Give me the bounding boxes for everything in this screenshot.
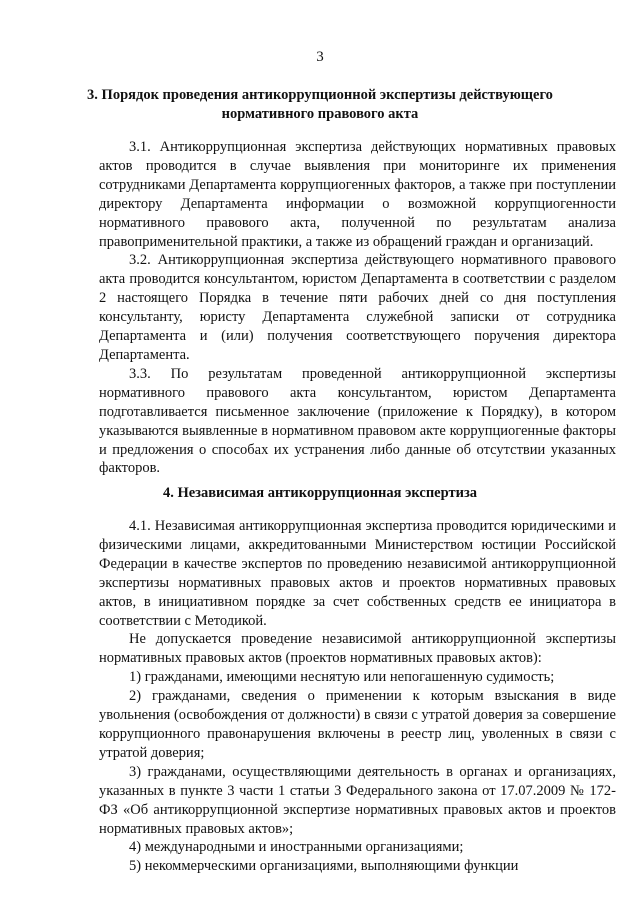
- section-4-body: [99, 517, 616, 876]
- section-3-body: [99, 138, 616, 478]
- list-item-5: 5) некоммерческими организациями, выполняющими функции: [129, 858, 519, 875]
- paragraph-4-1: 4.1. Независимая антикоррупционная экспертиза проводится юридическими и физическими лицами, аккредитованными Министерством юстиции Российской Федерации в качестве экспертов по проведению независимой антикоррупционной экспертизы нормативных правовых актов и проектов нормативных правовых актов, в инициативном порядке за счет собственных средств ее инициатора в соответствии с Методикой.: [99, 518, 616, 629]
- list-item-2: 2) гражданами, сведения о применении к которым взыскания в виде увольнения (освобождения от должности) в связи с утратой доверия за совершение коррупционного правонарушения включены в реестр лиц, уволенных в связи с утратой доверия;: [99, 688, 616, 761]
- page-number: 3: [316, 49, 324, 65]
- section-4-title: 4. Независимая антикоррупционная экспертиза: [162, 485, 478, 501]
- paragraph-3-3: 3.3. По результатам проведенной антикоррупционной экспертизы нормативного правового акта консультантом, юристом Департамента подготавливается письменное заключение (приложение к Порядку), в котором указываются выявленные в нормативном правовом акте коррупциогенные факторы и предложения о способах их устранения либо данные об отсутствии указанных факторов.: [99, 365, 616, 477]
- paragraph-prohibition: Не допускается проведение независимой антикоррупционной экспертизы нормативных правовых актов (проектов нормативных правовых актов):: [99, 631, 616, 667]
- section-3-title: 3. Порядок проведения антикоррупционной экспертизы действующего нормативного правового акта: [87, 87, 553, 122]
- list-item-1: 1) гражданами, имеющими неснятую или непогашенную судимость;: [129, 669, 555, 686]
- paragraph-3-1: 3.1. Антикоррупционная экспертиза действующих нормативных правовых актов проводится в случае выявления при мониторинге их применения сотрудниками Департамента коррупциогенных факторов, а также при поступлении директору Департамента информации о возможной коррупциогенности нормативного правового акта, полученной по результатам анализа правоприменительной практики, а также из обращений граждан и организаций.: [99, 139, 616, 250]
- list-item-3: 3) гражданами, осуществляющими деятельность в органах и организациях, указанных в пункте 3 части 1 статьи 3 Федерального закона от 17.07.2009 № 172-ФЗ «Об антикоррупционной экспертизе нормативных правовых актов и проектов нормативных правовых актов»;: [99, 763, 616, 837]
- paragraph-3-2: 3.2. Антикоррупционная экспертиза действующего нормативного правового акта проводится консультантом, юристом Департамента в соответствии с разделом 2 настоящего Порядка в течение пяти рабочих дней со дня поступления консультанту, юристу Департамента служебной записки от сотрудника Департамента и (или) получения соответствующего поручения директора Департамента.: [99, 252, 616, 363]
- list-item-4: 4) международными и иностранными организациями;: [129, 839, 464, 856]
